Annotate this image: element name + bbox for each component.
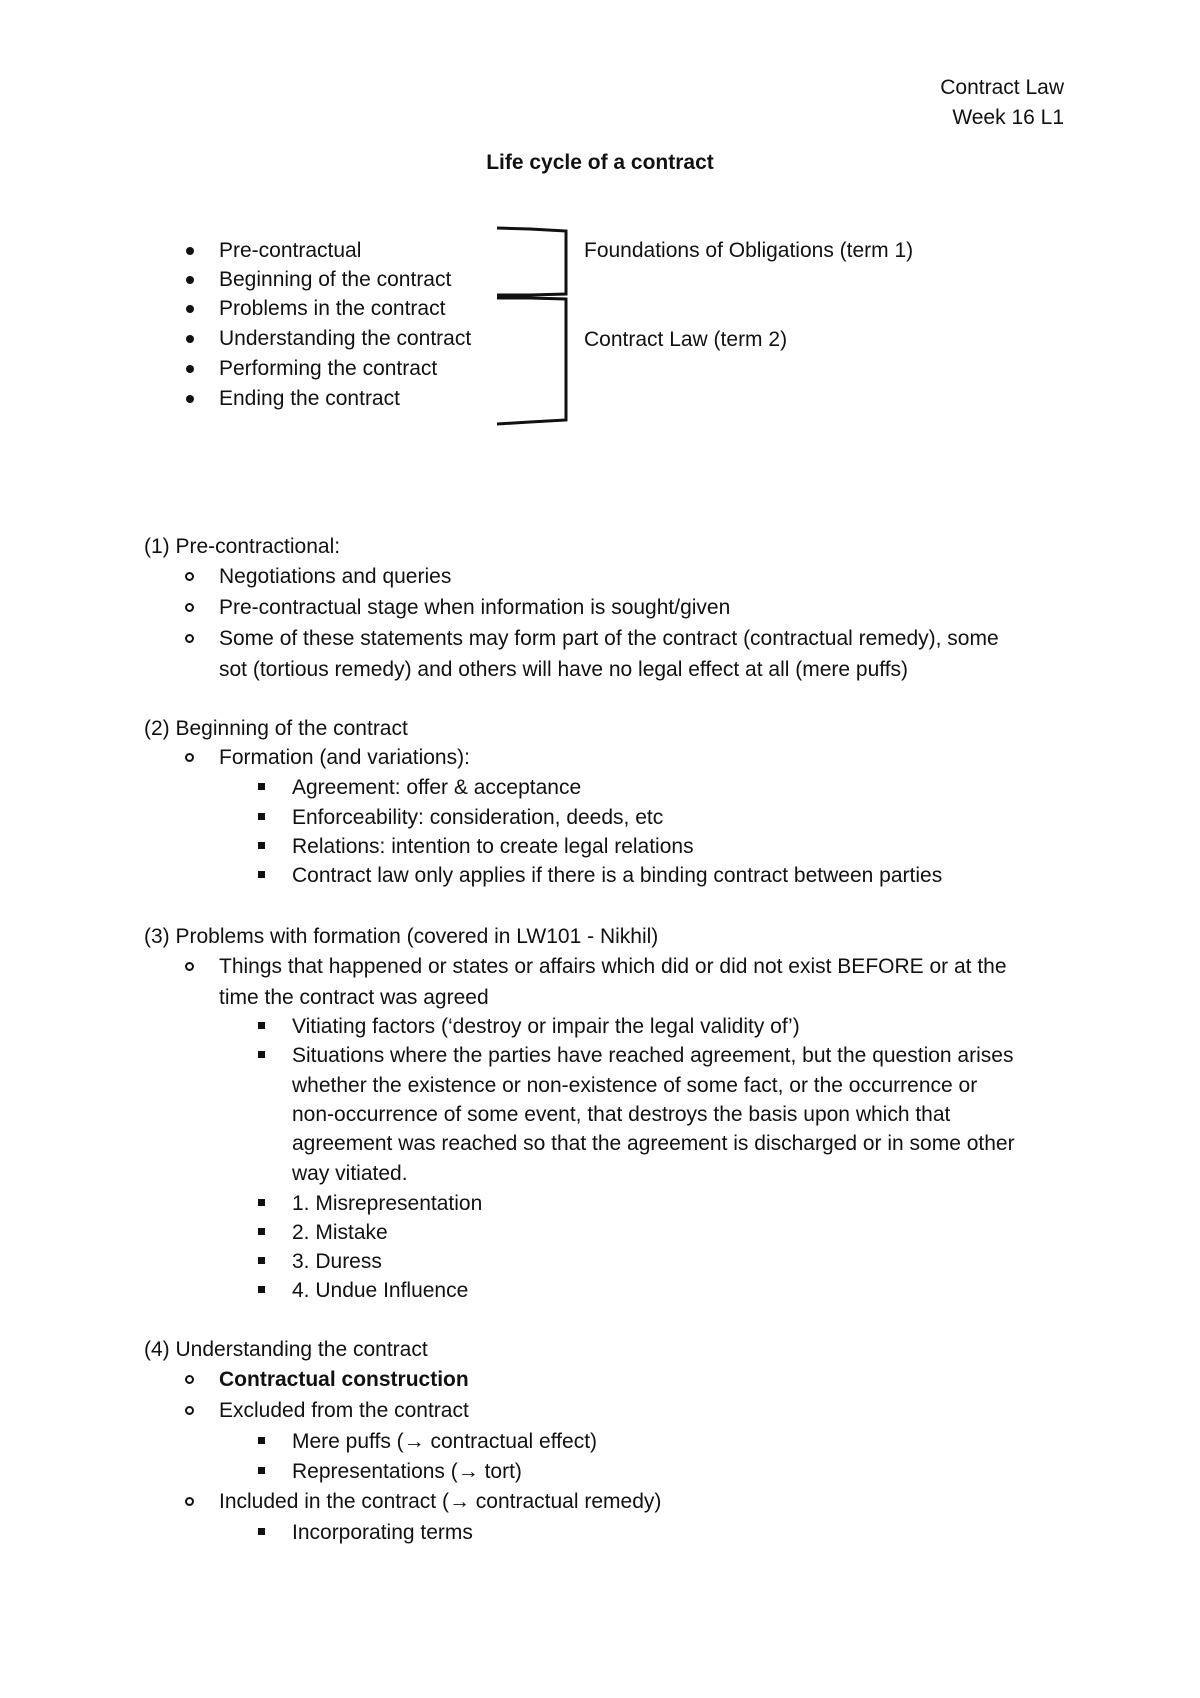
- square-bullet-icon: [258, 1051, 265, 1058]
- circle-bullet-icon: [185, 572, 194, 581]
- header-course: Contract Law: [940, 76, 1064, 99]
- list-item: 4. Undue Influence: [292, 1279, 469, 1302]
- list-item-continuation: whether the existence or non-existence of some fact, or the occurrence or: [292, 1074, 978, 1097]
- list-item: Included in the contract (→ contractual remedy): [219, 1490, 662, 1513]
- square-bullet-icon: [258, 842, 265, 849]
- stage-item: Ending the contract: [219, 387, 400, 410]
- list-item: Negotiations and queries: [219, 565, 452, 588]
- section-heading: (4) Understanding the contract: [144, 1338, 428, 1361]
- list-item: Contract law only applies if there is a binding contract between parties: [292, 864, 943, 887]
- bracket-lines: [0, 0, 1200, 440]
- list-item: Formation (and variations):: [219, 746, 470, 769]
- stage-item: Pre-contractual: [219, 239, 362, 262]
- bracket-label-term1: Foundations of Obligations (term 1): [584, 239, 914, 262]
- list-item-continuation: time the contract was agreed: [219, 986, 489, 1009]
- list-item: Incorporating terms: [292, 1521, 473, 1544]
- square-bullet-icon: [258, 1022, 265, 1029]
- square-bullet-icon: [258, 1257, 265, 1264]
- square-bullet-icon: [258, 813, 265, 820]
- section-heading: (2) Beginning of the contract: [144, 717, 408, 740]
- circle-bullet-icon: [185, 1406, 194, 1415]
- list-item: Representations (→ tort): [292, 1460, 522, 1483]
- bracket-label-term2: Contract Law (term 2): [584, 328, 788, 351]
- section-heading: (3) Problems with formation (covered in LW101 - Nikhil): [144, 925, 659, 948]
- list-item-continuation: way vitiated.: [292, 1162, 408, 1185]
- square-bullet-icon: [258, 871, 265, 878]
- list-item: Situations where the parties have reached agreement, but the question arises: [292, 1044, 1014, 1067]
- stage-item: Beginning of the contract: [219, 268, 452, 291]
- circle-bullet-icon: [185, 962, 194, 971]
- circle-bullet-icon: [185, 634, 194, 643]
- list-item-continuation: agreement was reached so that the agreement is discharged or in some other: [292, 1132, 1015, 1155]
- list-item: 2. Mistake: [292, 1221, 388, 1244]
- stage-item: Problems in the contract: [219, 297, 446, 320]
- circle-bullet-icon: [185, 1497, 194, 1506]
- page-title: Life cycle of a contract: [486, 151, 714, 174]
- header-week: Week 16 L1: [952, 106, 1064, 129]
- list-item: Excluded from the contract: [219, 1399, 469, 1422]
- list-item: Mere puffs (→ contractual effect): [292, 1430, 598, 1453]
- list-item: 3. Duress: [292, 1250, 382, 1273]
- square-bullet-icon: [258, 1467, 265, 1474]
- list-item-continuation: non-occurrence of some event, that destroys the basis upon which that: [292, 1103, 951, 1126]
- list-item: Pre-contractual stage when information is sought/given: [219, 596, 731, 619]
- bracket-term2: [497, 298, 566, 424]
- list-item-continuation: sot (tortious remedy) and others will have no legal effect at all (mere puffs): [219, 658, 909, 681]
- stage-item: Performing the contract: [219, 357, 438, 380]
- square-bullet-icon: [258, 1437, 265, 1444]
- list-item: Some of these statements may form part of the contract (contractual remedy), some: [219, 627, 999, 650]
- list-item: Relations: intention to create legal relations: [292, 835, 694, 858]
- list-item: Enforceability: consideration, deeds, etc: [292, 806, 664, 829]
- list-item: Agreement: offer & acceptance: [292, 776, 582, 799]
- square-bullet-icon: [258, 1528, 265, 1535]
- list-item: 1. Misrepresentation: [292, 1192, 483, 1215]
- circle-bullet-icon: [185, 753, 194, 762]
- square-bullet-icon: [258, 1228, 265, 1235]
- bracket-term1: [497, 228, 566, 295]
- square-bullet-icon: [258, 1286, 265, 1293]
- square-bullet-icon: [258, 783, 265, 790]
- circle-bullet-icon: [185, 603, 194, 612]
- list-item: Vitiating factors (‘destroy or impair the legal validity of’): [292, 1015, 800, 1038]
- square-bullet-icon: [258, 1199, 265, 1206]
- list-item-bold: Contractual construction: [219, 1368, 469, 1391]
- stage-item: Understanding the contract: [219, 327, 472, 350]
- list-item: Things that happened or states or affairs which did or did not exist BEFORE or at the: [219, 955, 1007, 978]
- section-heading: (1) Pre-contractional:: [144, 535, 341, 558]
- circle-bullet-icon: [185, 1375, 194, 1384]
